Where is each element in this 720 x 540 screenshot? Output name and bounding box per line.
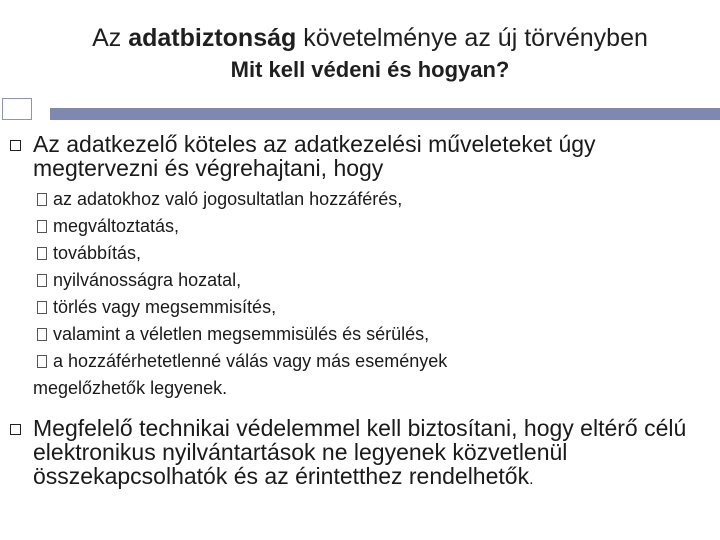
bullet-box-icon [10,140,21,151]
bullet-end-mark: . [529,471,534,488]
list-item-text: valamint a véletlen megsemmisülés és sérülés, [53,324,430,344]
checkbox-icon [37,247,47,260]
bullet-text-wrap [33,416,710,492]
checkbox-icon [37,193,47,206]
list-item-text: nyilvánosságra hozatal, [53,270,242,290]
bullet-text: Az adatkezelő köteles az adatkezelési műveleteket úgy megtervezni és végrehajtani, hogy [33,131,596,181]
checkbox-icon [37,355,47,368]
list-item-continuation: megelőzhetők legyenek. [33,378,228,398]
divider-bar [50,108,720,120]
list-item-text: törlés vagy megsemmisítés, [53,297,277,317]
checkbox-icon [37,301,47,314]
bullet-box-icon [10,424,21,435]
title-suffix: követelménye az új törvényben [296,24,648,52]
list-item [37,240,697,267]
list-item [37,348,697,375]
title-prefix: Az [92,24,129,52]
list-item [37,321,697,348]
sub-list [33,186,697,402]
list-item-text: továbbítás, [53,243,142,263]
list-item [37,213,697,240]
list-item-text: megváltoztatás, [53,216,180,236]
bullet-text: Megfelelő technikai védelemmel kell biztosítani, hogy eltérő célú elektronikus nyilvántartások ne legyenek közvetlenül összekapcsolhatók és az érintetthez rendelhetők [33,415,687,489]
bullet-point-2 [10,416,710,492]
bullet-point-1 [10,132,710,180]
list-item-text: az adatokhoz való jogosultatlan hozzáférés, [53,189,403,209]
title-line-2: Mit kell védeni és hogyan? [230,57,510,82]
divider-square [2,98,32,120]
slide-title [0,22,720,86]
checkbox-icon [37,274,47,287]
list-item [37,267,697,294]
checkbox-icon [37,328,47,341]
checkbox-icon [37,220,47,233]
title-line-1 [0,22,720,54]
list-item [37,294,697,321]
list-item-text: a hozzáférhetetlenné válás vagy más események [53,351,448,371]
title-bold-word: adatbiztonság [128,24,297,52]
list-item [37,186,697,213]
